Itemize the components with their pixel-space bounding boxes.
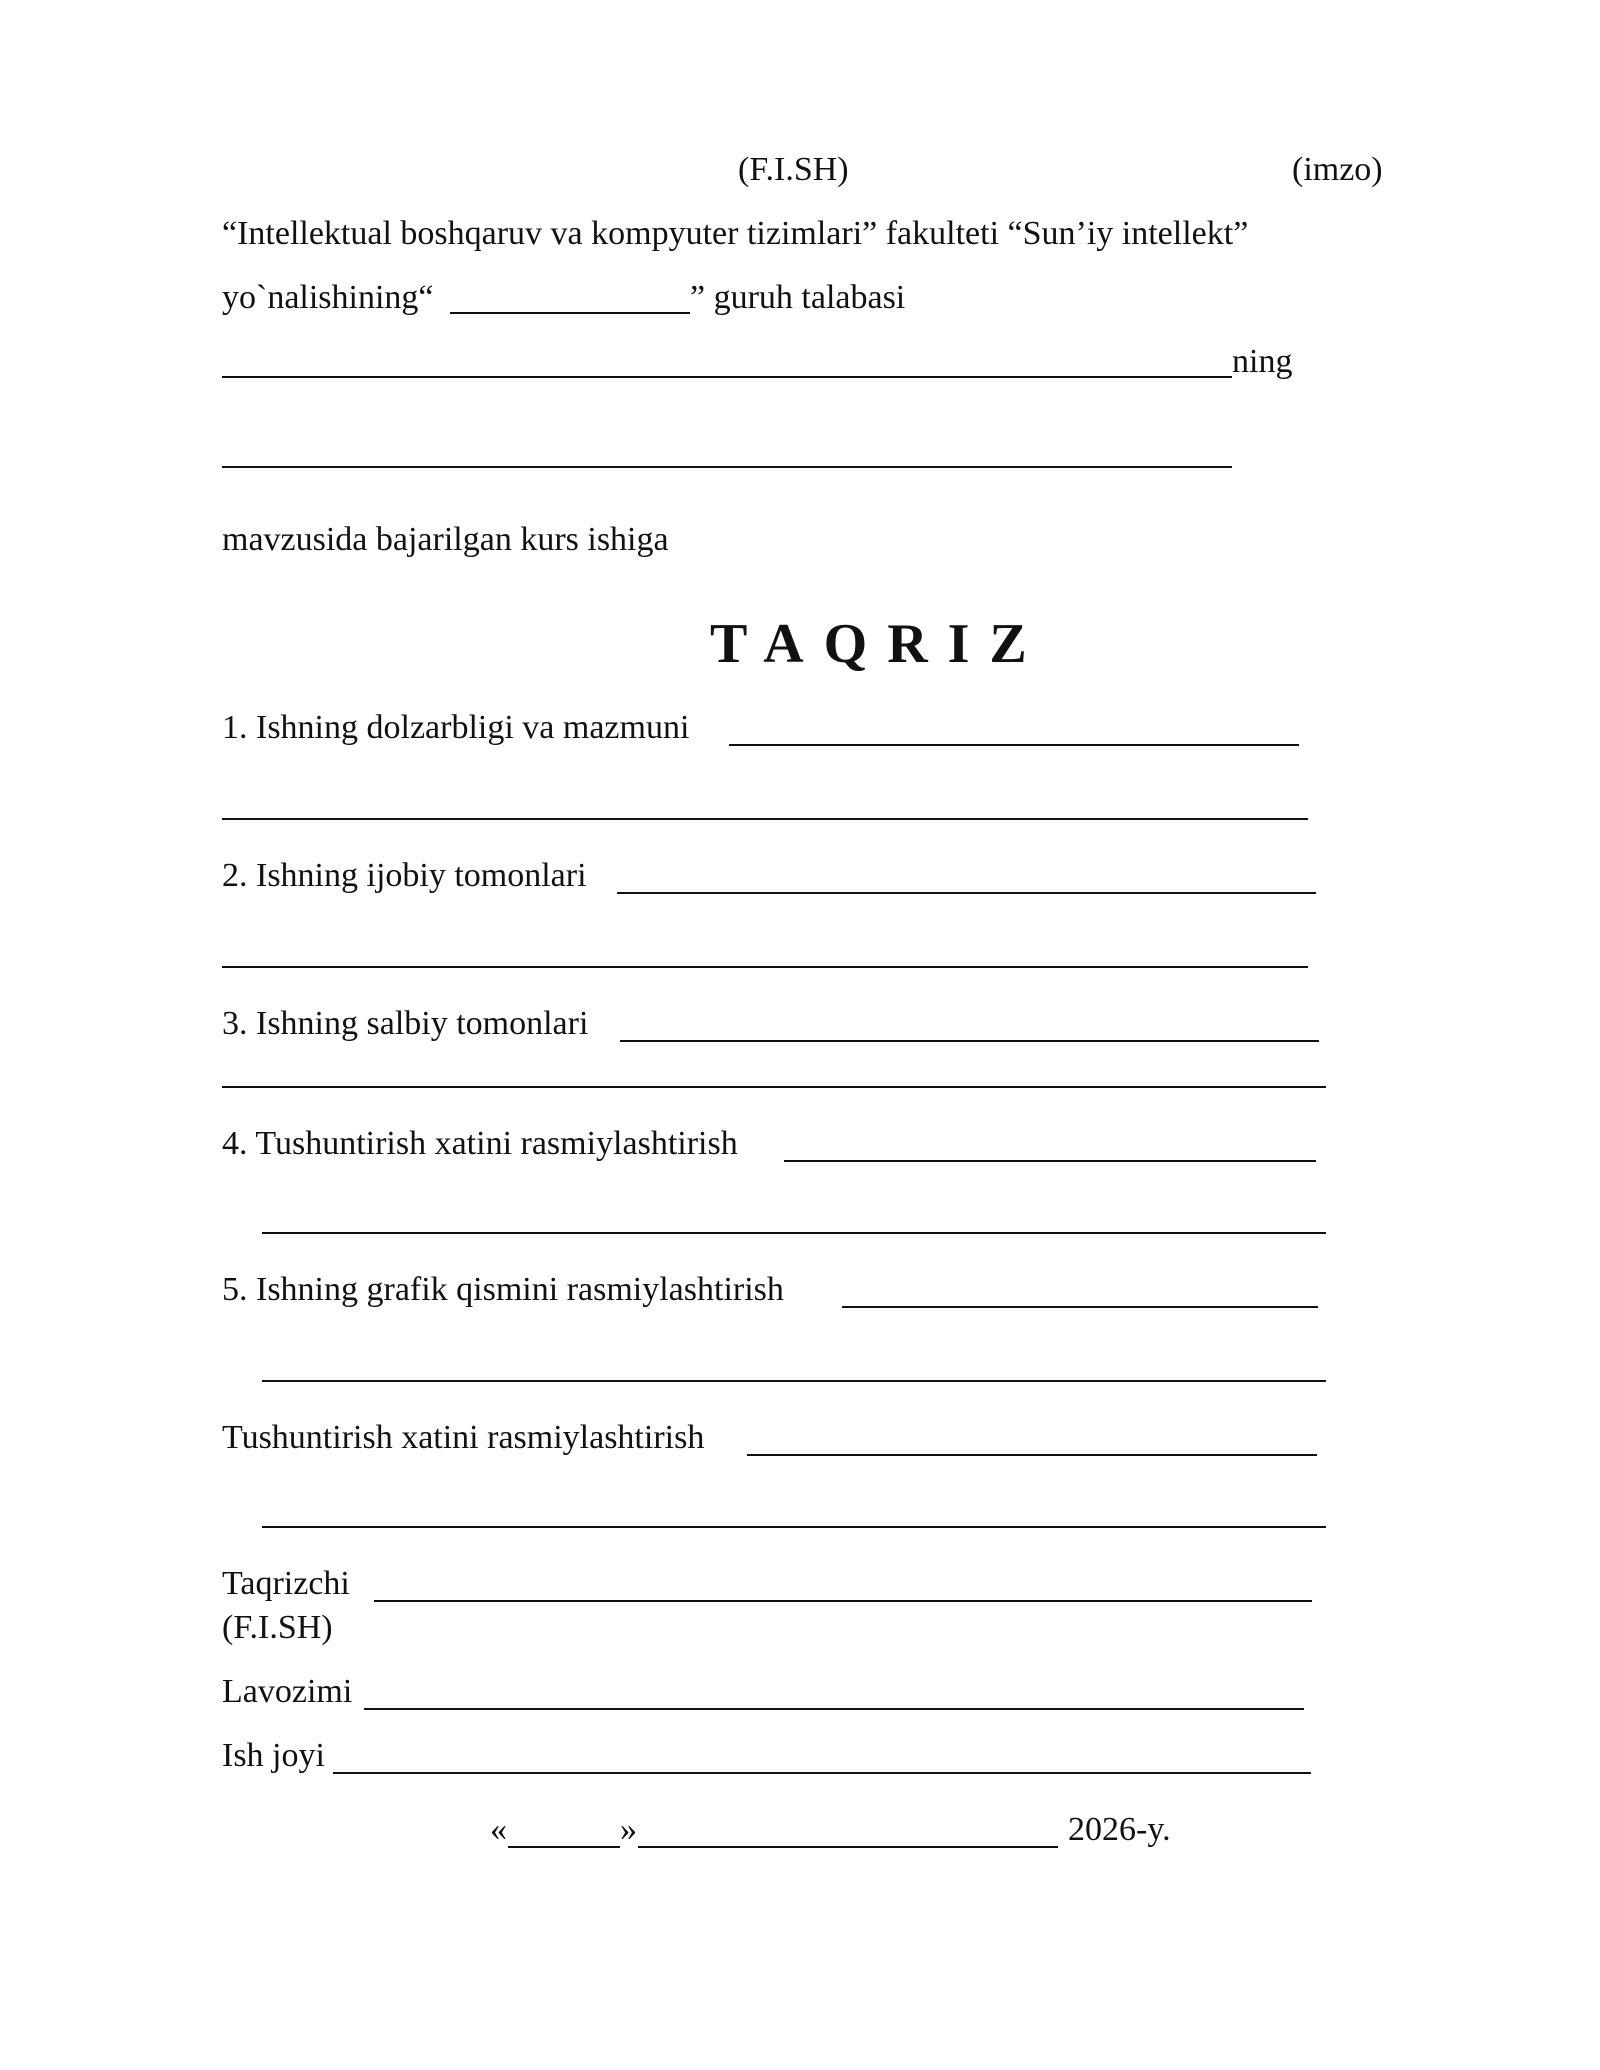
ning-suffix: ning [1232, 343, 1293, 380]
item-5-label: 5. Ishning grafik qismini rasmiylashtirish [222, 1271, 784, 1308]
item-3-blank-2[interactable] [222, 1086, 1326, 1088]
item-1-label: 1. Ishning dolzarbligi va mazmuni [222, 709, 690, 746]
workplace-label: Ish joyi [222, 1737, 325, 1774]
student-name-blank[interactable] [222, 376, 1232, 378]
item-2-label: 2. Ishning ijobiy tomonlari [222, 857, 587, 894]
item-5-blank-2[interactable] [262, 1380, 1326, 1382]
topic-blank[interactable] [222, 466, 1232, 468]
item-6-blank[interactable] [747, 1454, 1317, 1456]
item-3-blank[interactable] [620, 1040, 1319, 1042]
item-4-blank[interactable] [784, 1160, 1316, 1162]
position-blank[interactable] [364, 1708, 1304, 1710]
fish-caption: (F.I.SH) [738, 151, 849, 188]
item-5-blank[interactable] [842, 1306, 1318, 1308]
month-blank[interactable] [638, 1846, 1058, 1848]
direction-label: yo`nalishining“ [222, 279, 434, 316]
item-6-blank-2[interactable] [262, 1526, 1326, 1528]
document-title: TAQRIZ [710, 613, 1047, 675]
date-open-quote: « [490, 1811, 507, 1848]
item-4-label: 4. Tushuntirish xatini rasmiylashtirish [222, 1125, 738, 1162]
item-2-blank[interactable] [617, 892, 1316, 894]
item-2-blank-2[interactable] [222, 966, 1308, 968]
group-blank[interactable] [450, 312, 690, 314]
position-label: Lavozimi [222, 1673, 353, 1710]
item-4-blank-2[interactable] [262, 1232, 1326, 1234]
workplace-blank[interactable] [333, 1772, 1311, 1774]
faculty-line: “Intellektual boshqaruv va kompyuter tizimlari” fakulteti “Sun’iy intellekt” [222, 215, 1249, 252]
group-suffix: ” guruh talabasi [690, 279, 906, 316]
item-6-label: Tushuntirish xatini rasmiylashtirish [222, 1419, 705, 1456]
reviewer-fish-caption: (F.I.SH) [222, 1609, 333, 1646]
item-1-blank[interactable] [729, 744, 1299, 746]
item-1-blank-2[interactable] [222, 818, 1308, 820]
date-year: 2026-y. [1068, 1811, 1171, 1848]
date-close-quote: » [620, 1811, 637, 1848]
reviewer-label: Taqrizchi [222, 1565, 350, 1602]
item-3-label: 3. Ishning salbiy tomonlari [222, 1005, 589, 1042]
reviewer-blank[interactable] [374, 1600, 1312, 1602]
imzo-caption: (imzo) [1292, 151, 1383, 188]
day-blank[interactable] [508, 1846, 620, 1848]
topic-suffix: mavzusida bajarilgan kurs ishiga [222, 521, 669, 558]
